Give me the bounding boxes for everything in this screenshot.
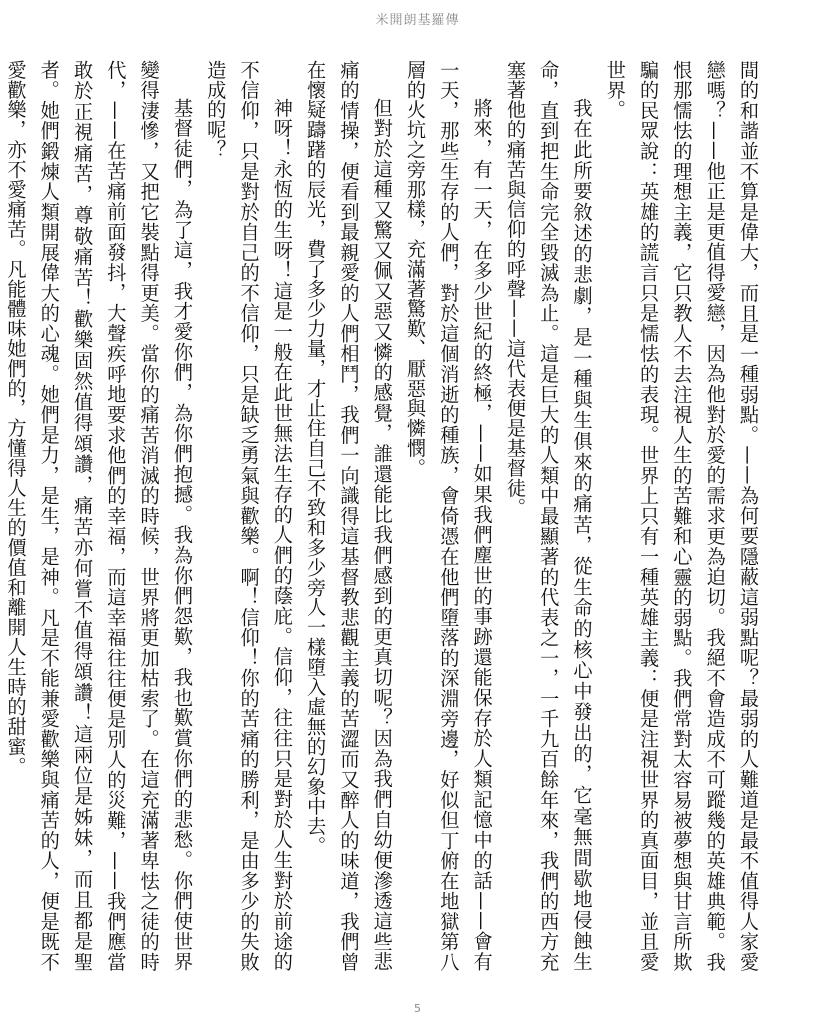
paragraph-3: 將來，有一天，在多少世紀的終極，——如果我們塵世的事跡還能保存於人類記憶中的話——會有一天，那些生存的人們，對於這個消逝的種族，會倚憑在他們墮落的深淵旁邊，好似但丁俯在地獄第八層的火坑之旁那樣，充滿著驚歎、厭惡與憐憫。 [404,60,494,972]
paragraph-2: 我在此所要敘述的悲劇，是一種與生俱來的痛苦，從生命的核心中發出的，它毫無間歇地侵蝕生命，直到把生命完全毀滅為止。這是巨大的人類中最顯著的代表之一，一千九百餘年來，我們的西方充塞著他的痛苦與信仰的呼聲——這代表便是基督徒。 [503,60,594,972]
page-number: 5 [414,1002,421,1015]
paragraph-1: 間的和諧並不算是偉大，而且是一種弱點。——為何要隱蔽這弱點呢？最弱的人難道是最不值得人家愛戀嗎？——他正是更值得愛戀，因為他對於愛的需求更為迫切。我絕不會造成不可蹤幾的英雄典範。我恨那懦怯的理想主義，它只教人不去注視人生的苦難和心靈的弱點。我們常對太容易被夢想與甘言所欺騙的民眾說：英雄的謊言只是懦怯的表現。世界上只有一種英雄主義：便是注視世界的真面目，並且愛世界。 [603,60,760,972]
running-header: 米開朗基羅傳 [375,13,460,28]
paragraph-4: 但對於這種又驚又佩又惡又憐的感覺，誰還能比我們感到的更真切呢？因為我們自幼便滲透這些悲痛的情操，便看到最親愛的人們相鬥，我們一向識得這基督教悲觀主義的苦澀而又醉人的味道，我們曾在懷疑躊躇的辰光，費了多少力量，才止住自己不致和多少旁人一樣墮入虛無的幻象中去。 [304,60,394,972]
paragraph-5: 神呀！永恆的生呀！這是一般在此世無法生存的人們的蔭庇。信仰，往往只是對於人生對於前途的不信仰，只是對於自己的不信仰，只是缺乏勇氣與歡樂。啊！信仰！你的苦痛的勝利，是由多少的失敗造成的呢？ [204,60,294,972]
text-body [4,60,765,972]
paragraph-6: 基督徒們，為了這，我才愛你們，為你們抱撼。我為你們怨歎，我也歎賞你們的悲愁。你們使世界變得淒慘，又把它裝點得更美。當你的痛苦消滅的時候，世界將更加枯索了。在這充滿著卑怯之徒的時代，——在苦痛前面發抖，大聲疾呼地要求他們的幸福，而這幸福往往便是別人的災難，——我們應當敢於正視痛苦，尊敬痛苦！歡樂固然值得頌讚，痛苦亦何嘗不值得頌讚！這兩位是姊妹，而且都是聖者。她們鍛煉人類開展偉大的心魂。她們是力，是生，是神。凡是不能兼愛歡樂與痛苦的人，便是既不愛歡樂，亦不愛痛苦。凡能體味她們的，方懂得人生的價值和離開人生時的甜蜜。 [4,60,194,972]
